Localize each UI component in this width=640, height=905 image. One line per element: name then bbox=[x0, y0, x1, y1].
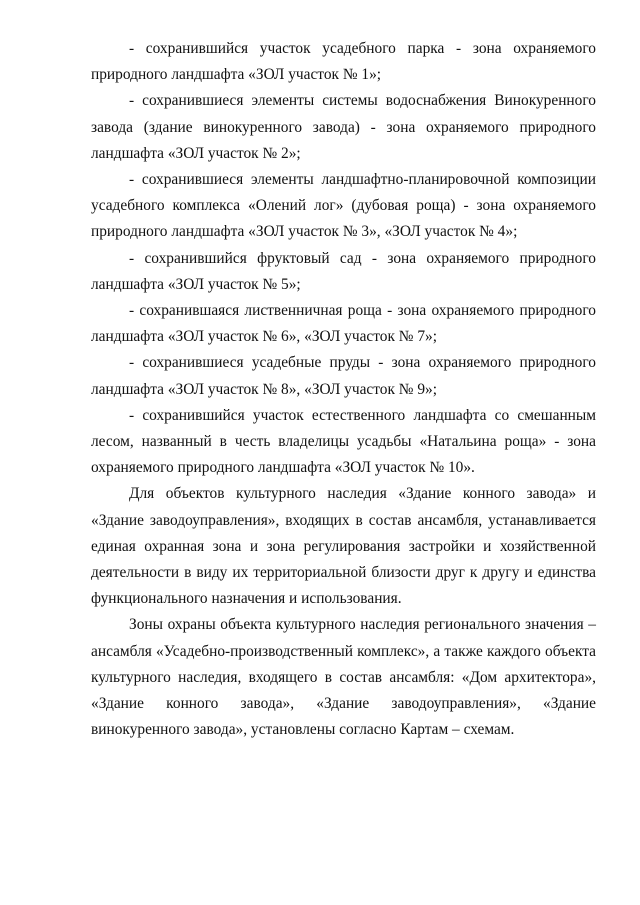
document-body bbox=[91, 36, 596, 743]
paragraph-zol-6-7: - сохранившаяся лиственничная роща - зона охраняемого природного ландшафта «ЗОЛ участок № 6», «ЗОЛ участок № 7»; bbox=[91, 302, 596, 346]
paragraph-zol-1: - сохранившийся участок усадебного парка - зона охраняемого природного ландшафта «ЗОЛ участок № 1»; bbox=[91, 40, 596, 84]
paragraph-zol-3-4: - сохранившиеся элементы ландшафтно-планировочной композиции усадебного комплекса «Олений лог» (дубовая роща) - зона охраняемого природного ландшафта «ЗОЛ участок № 3», «ЗОЛ участок № 4»; bbox=[91, 171, 596, 241]
paragraph-zol-2: - сохранившиеся элементы системы водоснабжения Винокуренного завода (здание винокуренного завода) - зона охраняемого природного ландшафта «ЗОЛ участок № 2»; bbox=[91, 92, 596, 162]
paragraph-zones-established: Зоны охраны объекта культурного наследия регионального значения – ансамбля «Усадебно-производственный комплекс», а также каждого объекта культурного наследия, входящего в состав ансамбля: «Дом архитектора», «Здание конного завода», «Здание заводоуправления», «Здание винокуренного завода», установлены согласно Картам – схемам. bbox=[91, 616, 596, 739]
paragraph-unified-protection-zone: Для объектов культурного наследия «Здание конного завода» и «Здание заводоуправления», входящих в состав ансамбля, устанавливается единая охранная зона и зона регулирования застройки и хозяйственной деятельности в виду их территориальной близости друг к другу и единства функционального назначения и использования. bbox=[91, 485, 596, 608]
paragraph-zol-10: - сохранившийся участок естественного ландшафта со смешанным лесом, названный в честь владелицы усадьбы «Натальина роща» - зона охраняемого природного ландшафта «ЗОЛ участок № 10». bbox=[91, 406, 596, 477]
paragraph-zol-8-9: - сохранившиеся усадебные пруды - зона охраняемого природного ландшафта «ЗОЛ участок № 8», «ЗОЛ участок № 9»; bbox=[91, 354, 596, 398]
paragraph-zol-5: - сохранившийся фруктовый сад - зона охраняемого природного ландшафта «ЗОЛ участок № 5»; bbox=[91, 249, 596, 293]
